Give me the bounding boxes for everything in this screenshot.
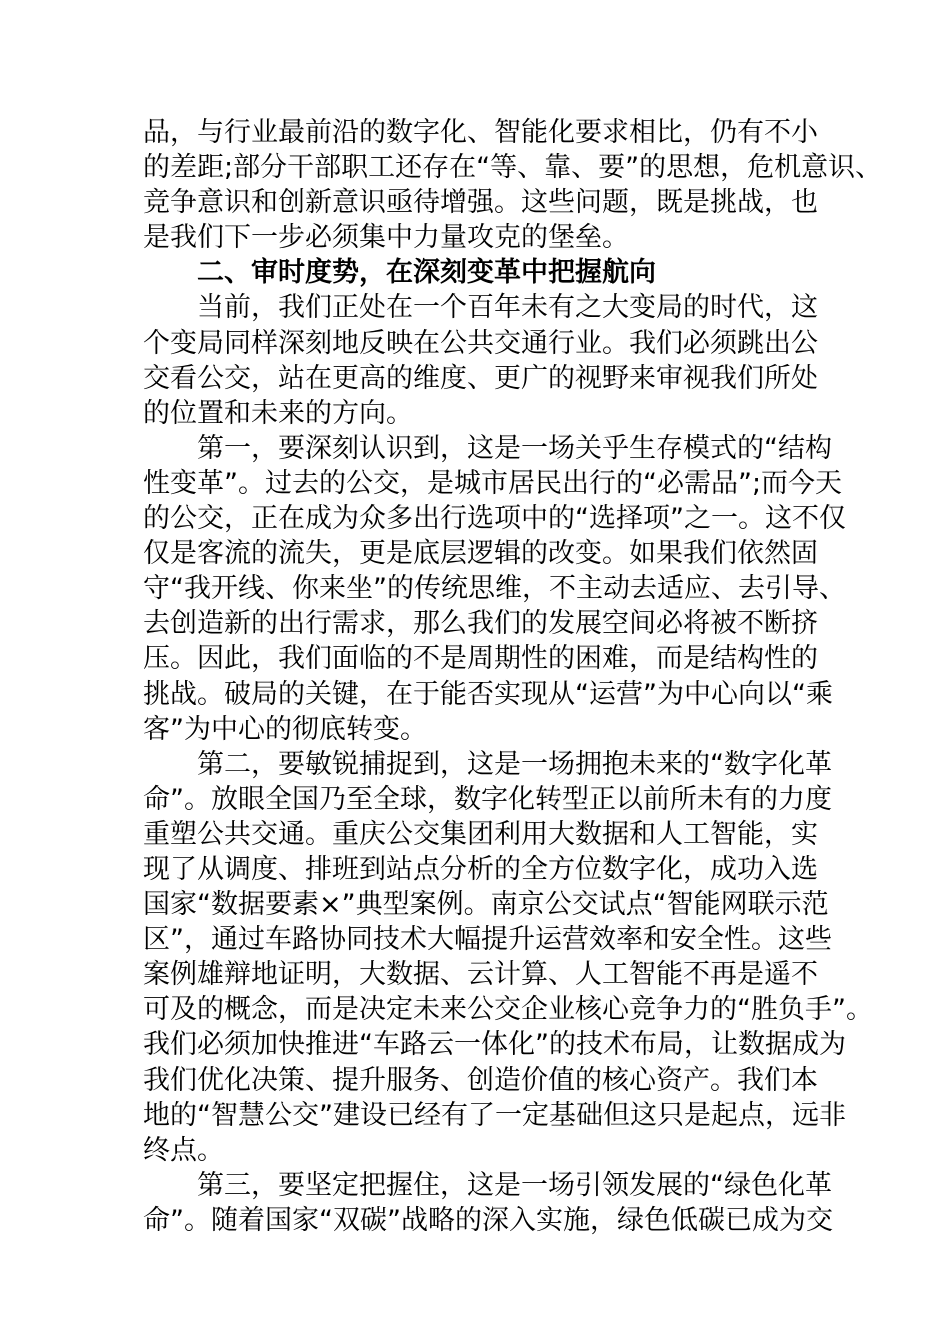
paragraph xyxy=(143,115,883,255)
text-line: 是我们下一步必须集中力量攻克的堡垒。 xyxy=(143,222,629,254)
text-line: 我们必须加快推进“车路云一体化”的技术布局，让数据成为 xyxy=(143,1029,846,1061)
text-line: 客”为中心的彻底转变。 xyxy=(143,713,427,745)
text-line: 性变革”。过去的公交，是城市居民出行的“必需品”;而今天 xyxy=(143,467,843,499)
text-line: 案例雄辩地证明，大数据、云计算、人工智能不再是遥不 xyxy=(143,959,818,991)
text-line: 去创造新的出行需求，那么我们的发展空间必将被不断挤 xyxy=(143,608,818,640)
text-line: 第一，要深刻认识到，这是一场关乎生存模式的“结构 xyxy=(197,432,832,464)
document-page xyxy=(143,115,883,1238)
text-line: 第三，要坚定把握住，这是一场引领发展的“绿色化革 xyxy=(197,1169,832,1201)
text-line: 重塑公共交通。重庆公交集团利用大数据和人工智能，实 xyxy=(143,818,818,850)
text-line: 的差距;部分干部职工还存在“等、靠、要”的思想，危机意识、 xyxy=(143,152,883,184)
paragraph xyxy=(143,747,873,1168)
text-line: 区”，通过车路协同技术大幅提升运营效率和安全性。这些 xyxy=(143,924,832,956)
text-line: 命”。放眼全国乃至全球，数字化转型正以前所未有的力度 xyxy=(143,783,832,815)
text-line: 品，与行业最前沿的数字化、智能化要求相比，仍有不小 xyxy=(143,117,818,148)
text-line: 命”。随着国家“双碳”战略的深入实施，绿色低碳已成为交 xyxy=(143,1204,833,1236)
text-line: 交看公交，站在更高的维度、更广的视野来审视我们所处 xyxy=(143,362,818,394)
text-line: 第二，要敏锐捕捉到，这是一场拥抱未来的“数字化革 xyxy=(197,748,832,780)
paragraph xyxy=(143,1168,833,1238)
text-line: 国家“数据要素×”典型案例。南京公交试点“智能网联示范 xyxy=(143,889,829,921)
paragraph xyxy=(143,290,818,430)
text-line: 我们优化决策、提升服务、创造价值的核心资产。我们本 xyxy=(143,1064,818,1096)
text-line: 现了从调度、排班到站点分析的全方位数字化，成功入选 xyxy=(143,853,818,885)
text-line: 的公交，正在成为众多出行选项中的“选择项”之一。这不仅 xyxy=(143,503,846,535)
section-heading xyxy=(143,255,811,290)
text-line: 二、审时度势，在深刻变革中把握航向 xyxy=(197,257,656,289)
text-line: 终点。 xyxy=(143,1134,224,1166)
paragraph xyxy=(143,431,846,747)
text-line: 可及的概念，而是决定未来公交企业核心竞争力的“胜负手”。 xyxy=(143,994,873,1026)
text-line: 挑战。破局的关键，在于能否实现从“运营”为中心向以“乘 xyxy=(143,678,833,710)
text-line: 压。因此，我们面临的不是周期性的困难，而是结构性的 xyxy=(143,643,818,675)
text-line: 仅是客流的流失，更是底层逻辑的改变。如果我们依然固 xyxy=(143,538,818,570)
text-line: 个变局同样深刻地反映在公共交通行业。我们必须跳出公 xyxy=(143,327,818,359)
text-line: 地的“智慧公交”建设已经有了一定基础但这只是起点，远非 xyxy=(143,1099,846,1131)
text-line: 的位置和未来的方向。 xyxy=(143,397,413,429)
text-line: 当前，我们正处在一个百年未有之大变局的时代，这 xyxy=(197,292,818,324)
text-line: 守“我开线、你来坐”的传统思维，不主动去适应、去引导、 xyxy=(143,573,846,605)
text-line: 竞争意识和创新意识亟待增强。这些问题，既是挑战，也 xyxy=(143,187,818,219)
